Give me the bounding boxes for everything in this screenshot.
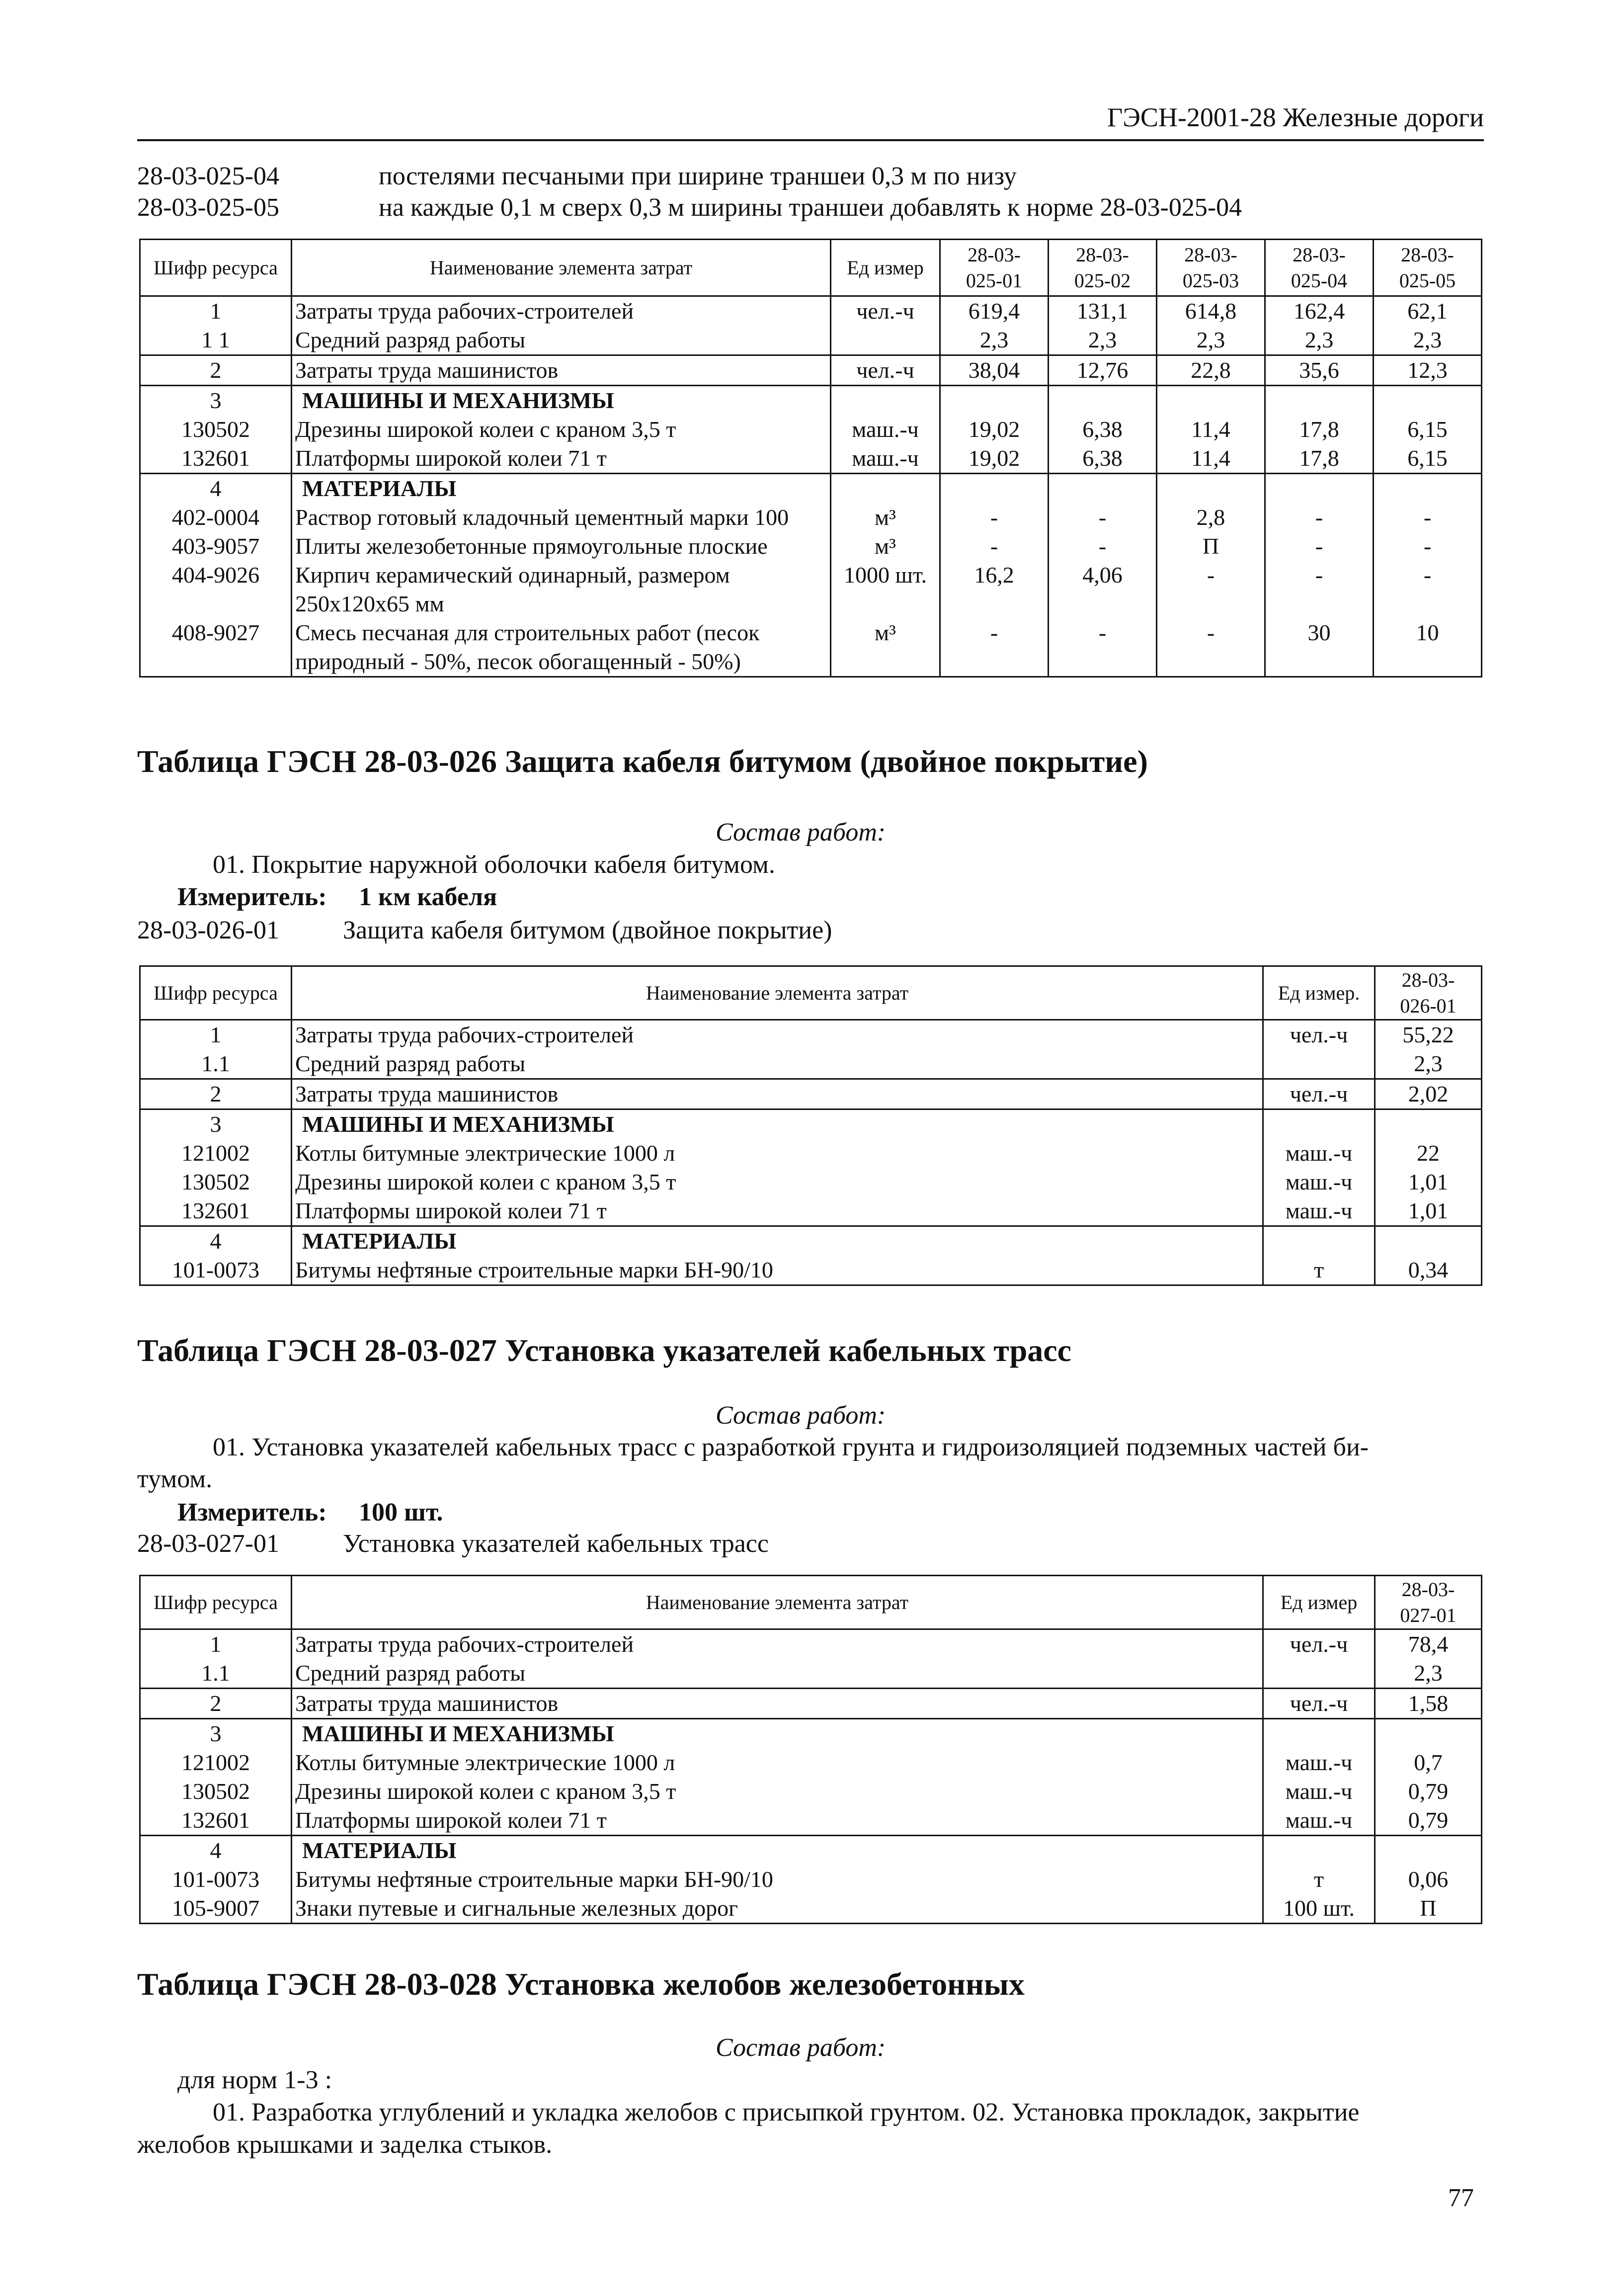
cell-name: МАШИНЫ И МЕХАНИЗМЫ xyxy=(292,1719,1263,1749)
norms-for-028: для норм 1-3 : xyxy=(177,2066,332,2094)
table-row xyxy=(140,1719,1482,1749)
table-row xyxy=(140,1168,1482,1196)
cell-025-02: - xyxy=(1049,618,1157,677)
cell-name: МАШИНЫ И МЕХАНИЗМЫ xyxy=(292,1109,1263,1139)
cell-code: 121002 xyxy=(140,1748,292,1777)
cell-unit: чел.-ч xyxy=(1263,1079,1375,1109)
cell-025-03: 11,4 xyxy=(1157,415,1265,444)
cell-code: 408-9027 xyxy=(140,618,292,677)
cell-code: 132601 xyxy=(140,1806,292,1836)
header-026-01: 28-03- 026-01 xyxy=(1375,966,1482,1020)
table-row xyxy=(140,1777,1482,1806)
cell-025-05: 6,15 xyxy=(1374,444,1482,474)
cell-code: 1 xyxy=(140,296,292,326)
cell-code: 4 xyxy=(140,474,292,504)
cell-026-01: 1,01 xyxy=(1375,1168,1482,1196)
cell-code: 130502 xyxy=(140,415,292,444)
table-row xyxy=(140,1079,1482,1109)
cell-026-01: 0,34 xyxy=(1375,1256,1482,1285)
cell-027-01: 0,79 xyxy=(1375,1777,1482,1806)
meter-value-027: 100 шт. xyxy=(359,1498,443,1527)
table-row xyxy=(140,1139,1482,1168)
work-028-line1: 01. Разработка углублений и укладка желобов с присыпкой грунтом. 02. Установка прокладок, закрытие xyxy=(213,2098,1360,2126)
cell-code: 1.1 xyxy=(140,1049,292,1079)
cell-025-02: - xyxy=(1049,503,1157,532)
cell-025-01: - xyxy=(940,503,1049,532)
cell-code: 130502 xyxy=(140,1777,292,1806)
cell-name: Затраты труда рабочих-строителей xyxy=(292,1629,1263,1659)
cell-unit: маш.-ч xyxy=(1263,1139,1375,1168)
cell-name: Средний разряд работы xyxy=(292,1049,1263,1079)
intro-text-1: постелями песчаными при ширине траншеи 0,3 м по низу xyxy=(379,162,1017,190)
cell-code: 403-9057 xyxy=(140,532,292,561)
cell-name: Затраты труда машинистов xyxy=(292,1079,1263,1109)
cell-code: 1.1 xyxy=(140,1659,292,1689)
cell-code: 121002 xyxy=(140,1139,292,1168)
cell-025-01: 16,2 xyxy=(940,561,1049,618)
cell-026-01: 1,01 xyxy=(1375,1196,1482,1226)
meter-value-026: 1 км кабеля xyxy=(359,883,497,911)
cell-025-01: 19,02 xyxy=(940,444,1049,474)
cell-025-05: 10 xyxy=(1374,618,1482,677)
cell-025-03: - xyxy=(1157,561,1265,618)
cell-unit xyxy=(831,474,940,504)
table-row xyxy=(140,1836,1482,1866)
header-025-01: 28-03- 025-01 xyxy=(940,240,1049,296)
cell-025-04 xyxy=(1265,474,1374,504)
table-row xyxy=(140,1196,1482,1226)
cell-025-05: 6,15 xyxy=(1374,415,1482,444)
cell-code: 1 xyxy=(140,1020,292,1050)
cell-026-01: 55,22 xyxy=(1375,1020,1482,1050)
cell-025-03: 614,8 xyxy=(1157,296,1265,326)
cell-code: 130502 xyxy=(140,1168,292,1196)
table-row xyxy=(140,1748,1482,1777)
cell-code: 132601 xyxy=(140,444,292,474)
cell-025-03: П xyxy=(1157,532,1265,561)
cell-unit: 1000 шт. xyxy=(831,561,940,618)
cell-025-05 xyxy=(1374,474,1482,504)
cell-name: Платформы широкой колеи 71 т xyxy=(292,1196,1263,1226)
cell-025-03: 22,8 xyxy=(1157,355,1265,386)
cell-unit xyxy=(1263,1836,1375,1866)
cell-unit xyxy=(831,326,940,355)
cell-027-01: 0,06 xyxy=(1375,1865,1482,1894)
cell-name: Котлы битумные электрические 1000 л xyxy=(292,1139,1263,1168)
cell-025-01: - xyxy=(940,618,1049,677)
table-row xyxy=(140,474,1482,504)
resource-table-026 xyxy=(139,965,1482,1286)
cell-code: 2 xyxy=(140,1079,292,1109)
cell-name: Дрезины широкой колеи с краном 3,5 т xyxy=(292,1777,1263,1806)
cell-unit: маш.-ч xyxy=(1263,1168,1375,1196)
cell-code: 3 xyxy=(140,1719,292,1749)
table-row xyxy=(140,618,1482,677)
cell-unit: т xyxy=(1263,1256,1375,1285)
table-row xyxy=(140,386,1482,416)
table-row xyxy=(140,503,1482,532)
norm-code-027: 28-03-027-01 xyxy=(137,1530,279,1558)
cell-name: Затраты труда машинистов xyxy=(292,355,831,386)
cell-025-01: 2,3 xyxy=(940,326,1049,355)
resource-table-027 xyxy=(139,1575,1482,1924)
cell-unit: чел.-ч xyxy=(1263,1689,1375,1719)
table-header-row xyxy=(140,966,1482,1020)
cell-unit: маш.-ч xyxy=(1263,1806,1375,1836)
cell-025-02: 6,38 xyxy=(1049,415,1157,444)
table-row xyxy=(140,444,1482,474)
cell-025-01: 619,4 xyxy=(940,296,1049,326)
cell-025-03: - xyxy=(1157,618,1265,677)
header-025-05: 28-03- 025-05 xyxy=(1374,240,1482,296)
table-row xyxy=(140,326,1482,355)
cell-unit xyxy=(1263,1049,1375,1079)
table-row xyxy=(140,355,1482,386)
cell-025-04: 17,8 xyxy=(1265,444,1374,474)
header-code: Шифр ресурса xyxy=(140,1576,292,1629)
header-025-03: 28-03- 025-03 xyxy=(1157,240,1265,296)
cell-unit xyxy=(1263,1109,1375,1139)
header-025-04: 28-03- 025-04 xyxy=(1265,240,1374,296)
cell-name: Плиты железобетонные прямоугольные плоские xyxy=(292,532,831,561)
cell-code: 404-9026 xyxy=(140,561,292,618)
cell-026-01 xyxy=(1375,1109,1482,1139)
norm-text-026: Защита кабеля битумом (двойное покрытие) xyxy=(343,916,832,944)
cell-name: МАТЕРИАЛЫ xyxy=(292,1836,1263,1866)
cell-025-02: - xyxy=(1049,532,1157,561)
cell-025-02: 4,06 xyxy=(1049,561,1157,618)
cell-025-01 xyxy=(940,386,1049,416)
table-row xyxy=(140,1256,1482,1285)
cell-code: 4 xyxy=(140,1836,292,1866)
cell-name: Затраты труда рабочих-строителей xyxy=(292,1020,1263,1050)
header-rule xyxy=(137,139,1484,141)
cell-027-01 xyxy=(1375,1719,1482,1749)
cell-025-05: 2,3 xyxy=(1374,326,1482,355)
running-header: ГЭСН-2001-28 Железные дороги xyxy=(1107,102,1484,132)
cell-025-03 xyxy=(1157,474,1265,504)
cell-025-04: - xyxy=(1265,503,1374,532)
cell-027-01: 0,7 xyxy=(1375,1748,1482,1777)
header-code: Шифр ресурса xyxy=(140,240,292,296)
cell-025-03: 2,3 xyxy=(1157,326,1265,355)
cell-name: Платформы широкой колеи 71 т xyxy=(292,444,831,474)
cell-025-01 xyxy=(940,474,1049,504)
table-row xyxy=(140,561,1482,618)
cell-025-02 xyxy=(1049,474,1157,504)
cell-unit: маш.-ч xyxy=(1263,1748,1375,1777)
cell-name: Средний разряд работы xyxy=(292,1659,1263,1689)
cell-code: 101-0073 xyxy=(140,1256,292,1285)
cell-unit xyxy=(1263,1719,1375,1749)
cell-unit: чел.-ч xyxy=(831,355,940,386)
cell-unit: маш.-ч xyxy=(1263,1777,1375,1806)
cell-unit: м³ xyxy=(831,503,940,532)
section-title-026: Таблица ГЭСН 28-03-026 Защита кабеля битумом (двойное покрытие) xyxy=(137,744,1148,779)
cell-unit xyxy=(1263,1226,1375,1256)
table-row xyxy=(140,415,1482,444)
cell-code: 3 xyxy=(140,386,292,416)
cell-unit: маш.-ч xyxy=(1263,1196,1375,1226)
table-row xyxy=(140,1894,1482,1924)
cell-027-01: 0,79 xyxy=(1375,1806,1482,1836)
cell-name: Дрезины широкой колеи с краном 3,5 т xyxy=(292,415,831,444)
cell-name: Дрезины широкой колеи с краном 3,5 т xyxy=(292,1168,1263,1196)
cell-code: 132601 xyxy=(140,1196,292,1226)
cell-unit: м³ xyxy=(831,532,940,561)
header-name: Наименование элемента затрат xyxy=(292,1576,1263,1629)
cell-name: Котлы битумные электрические 1000 л xyxy=(292,1748,1263,1777)
cell-025-05: - xyxy=(1374,532,1482,561)
cell-code: 4 xyxy=(140,1226,292,1256)
cell-name: Смесь песчаная для строительных работ (песок природный - 50%, песок обогащенный - 50%) xyxy=(292,618,831,677)
cell-unit: 100 шт. xyxy=(1263,1894,1375,1924)
cell-027-01: 2,3 xyxy=(1375,1659,1482,1689)
table-header-row xyxy=(140,1576,1482,1629)
cell-026-01: 2,02 xyxy=(1375,1079,1482,1109)
sostav-label-028: Состав работ: xyxy=(716,2034,886,2062)
table-row xyxy=(140,1689,1482,1719)
cell-name: Битумы нефтяные строительные марки БН-90/10 xyxy=(292,1256,1263,1285)
cell-unit xyxy=(831,386,940,416)
header-name: Наименование элемента затрат xyxy=(292,966,1263,1020)
cell-025-04: - xyxy=(1265,561,1374,618)
work-028-line2: желобов крышками и заделка стыков. xyxy=(137,2130,553,2159)
cell-name: Затраты труда рабочих-строителей xyxy=(292,296,831,326)
header-unit: Ед измер. xyxy=(1263,966,1375,1020)
cell-code: 402-0004 xyxy=(140,503,292,532)
cell-unit: чел.-ч xyxy=(831,296,940,326)
cell-025-04: 2,3 xyxy=(1265,326,1374,355)
cell-025-01: - xyxy=(940,532,1049,561)
cell-025-01: 19,02 xyxy=(940,415,1049,444)
cell-unit: маш.-ч xyxy=(831,415,940,444)
table-row xyxy=(140,1226,1482,1256)
cell-unit xyxy=(1263,1659,1375,1689)
cell-025-05: - xyxy=(1374,503,1482,532)
cell-025-04 xyxy=(1265,386,1374,416)
table-header-row xyxy=(140,240,1482,296)
cell-025-03: 11,4 xyxy=(1157,444,1265,474)
cell-025-05: 12,3 xyxy=(1374,355,1482,386)
cell-code: 2 xyxy=(140,355,292,386)
cell-unit: чел.-ч xyxy=(1263,1020,1375,1050)
cell-025-04: 17,8 xyxy=(1265,415,1374,444)
cell-code: 1 xyxy=(140,1629,292,1659)
cell-025-05: 62,1 xyxy=(1374,296,1482,326)
resource-table-025 xyxy=(139,239,1482,678)
table-row xyxy=(140,532,1482,561)
header-025-02: 28-03- 025-02 xyxy=(1049,240,1157,296)
cell-name: Платформы широкой колеи 71 т xyxy=(292,1806,1263,1836)
cell-025-05: - xyxy=(1374,561,1482,618)
cell-name: Раствор готовый кладочный цементный марки 100 xyxy=(292,503,831,532)
work-027-line2: тумом. xyxy=(137,1465,213,1493)
intro-code-2: 28-03-025-05 xyxy=(137,193,279,222)
cell-025-04: 35,6 xyxy=(1265,355,1374,386)
work-026: 01. Покрытие наружной оболочки кабеля битумом. xyxy=(213,850,775,879)
table-row xyxy=(140,1109,1482,1139)
cell-025-02: 12,76 xyxy=(1049,355,1157,386)
cell-027-01: 1,58 xyxy=(1375,1689,1482,1719)
table-row xyxy=(140,1806,1482,1836)
table-row xyxy=(140,1865,1482,1894)
norm-text-027: Установка указателей кабельных трасс xyxy=(343,1530,769,1558)
header-027-01: 28-03- 027-01 xyxy=(1375,1576,1482,1629)
cell-unit: чел.-ч xyxy=(1263,1629,1375,1659)
meter-label-027: Измеритель: xyxy=(177,1498,327,1527)
header-unit: Ед измер xyxy=(831,240,940,296)
cell-025-03 xyxy=(1157,386,1265,416)
cell-unit: т xyxy=(1263,1865,1375,1894)
cell-name: Затраты труда машинистов xyxy=(292,1689,1263,1719)
work-027-line1: 01. Установка указателей кабельных трасс с разработкой грунта и гидроизоляцией подземных частей би- xyxy=(213,1433,1369,1461)
cell-025-03: 2,8 xyxy=(1157,503,1265,532)
meter-label-026: Измеритель: xyxy=(177,883,327,911)
section-title-027: Таблица ГЭСН 28-03-027 Установка указателей кабельных трасс xyxy=(137,1333,1072,1368)
cell-code: 2 xyxy=(140,1689,292,1719)
cell-026-01: 22 xyxy=(1375,1139,1482,1168)
table-row xyxy=(140,1659,1482,1689)
intro-code-1: 28-03-025-04 xyxy=(137,162,279,190)
cell-025-01: 38,04 xyxy=(940,355,1049,386)
cell-name: Битумы нефтяные строительные марки БН-90/10 xyxy=(292,1865,1263,1894)
cell-027-01 xyxy=(1375,1836,1482,1866)
section-title-028: Таблица ГЭСН 28-03-028 Установка желобов железобетонных xyxy=(137,1966,1025,2002)
cell-name: МАТЕРИАЛЫ xyxy=(292,1226,1263,1256)
sostav-label-026: Состав работ: xyxy=(716,818,886,847)
cell-025-02 xyxy=(1049,386,1157,416)
cell-name: Средний разряд работы xyxy=(292,326,831,355)
intro-text-2: на каждые 0,1 м сверх 0,3 м ширины траншеи добавлять к норме 28-03-025-04 xyxy=(379,193,1242,222)
cell-027-01: П xyxy=(1375,1894,1482,1924)
cell-code: 101-0073 xyxy=(140,1865,292,1894)
cell-025-02: 6,38 xyxy=(1049,444,1157,474)
header-name: Наименование элемента затрат xyxy=(292,240,831,296)
cell-code: 105-9007 xyxy=(140,1894,292,1924)
cell-name: Знаки путевые и сигнальные железных дорог xyxy=(292,1894,1263,1924)
cell-026-01: 2,3 xyxy=(1375,1049,1482,1079)
table-row xyxy=(140,1049,1482,1079)
table-row xyxy=(140,1020,1482,1050)
table-row xyxy=(140,296,1482,326)
cell-unit: м³ xyxy=(831,618,940,677)
header-code: Шифр ресурса xyxy=(140,966,292,1020)
cell-025-05 xyxy=(1374,386,1482,416)
header-unit: Ед измер xyxy=(1263,1576,1375,1629)
cell-027-01: 78,4 xyxy=(1375,1629,1482,1659)
cell-025-02: 131,1 xyxy=(1049,296,1157,326)
cell-code: 3 xyxy=(140,1109,292,1139)
cell-name: МАШИНЫ И МЕХАНИЗМЫ xyxy=(292,386,831,416)
cell-unit: маш.-ч xyxy=(831,444,940,474)
cell-025-04: 30 xyxy=(1265,618,1374,677)
cell-code: 1 1 xyxy=(140,326,292,355)
page-number: 77 xyxy=(1448,2184,1474,2212)
table-row xyxy=(140,1629,1482,1659)
cell-name: МАТЕРИАЛЫ xyxy=(292,474,831,504)
sostav-label-027: Состав работ: xyxy=(716,1401,886,1430)
cell-025-02: 2,3 xyxy=(1049,326,1157,355)
cell-name: Кирпич керамический одинарный, размером 250x120x65 мм xyxy=(292,561,831,618)
norm-code-026: 28-03-026-01 xyxy=(137,916,279,944)
cell-025-04: - xyxy=(1265,532,1374,561)
cell-025-04: 162,4 xyxy=(1265,296,1374,326)
cell-026-01 xyxy=(1375,1226,1482,1256)
